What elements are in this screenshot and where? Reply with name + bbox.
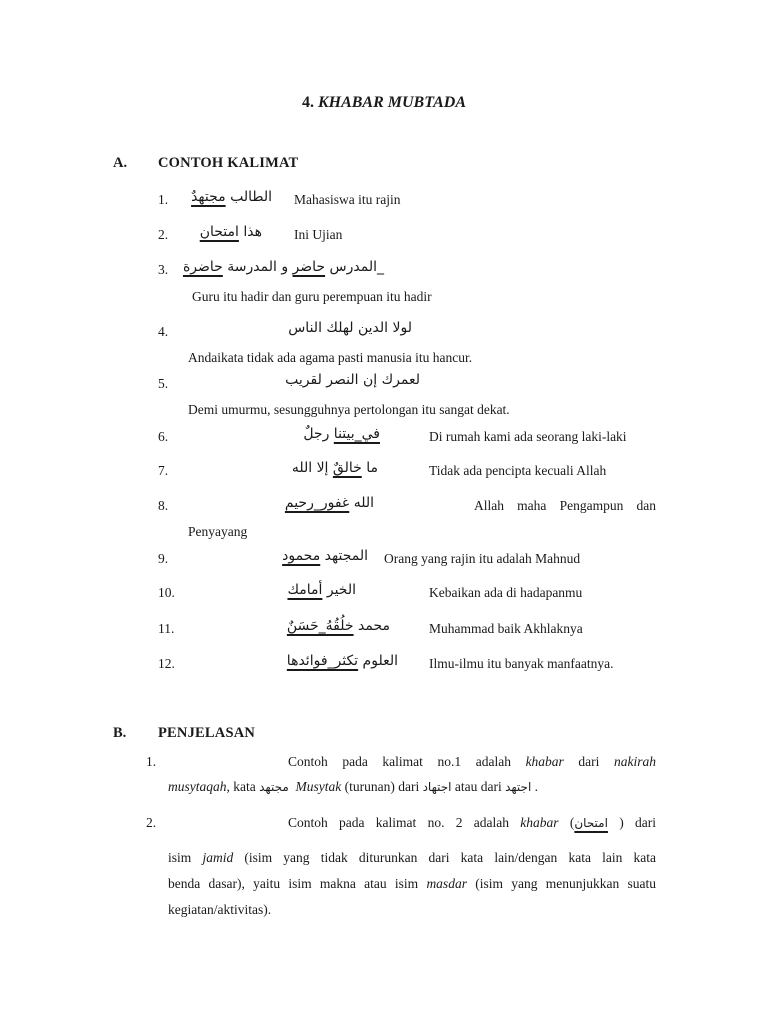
example-9-translation: Orang yang rajin itu adalah Mahnud <box>384 551 581 566</box>
khabar-underlined: أمامك <box>287 582 323 598</box>
term-jamid: jamid <box>202 850 234 865</box>
khabar-underlined: حاضر <box>292 259 326 275</box>
arabic-text: _المدرس <box>325 259 384 275</box>
arabic-text: رجلٌ <box>303 426 334 442</box>
arabic-text: هذا <box>238 224 262 240</box>
example-11-arabic <box>288 618 390 634</box>
example-10-arabic <box>288 582 356 598</box>
khabar-underlined: مجتهدٌ <box>191 189 226 205</box>
text: , kata <box>226 779 260 794</box>
arabic-text: المجتهد <box>320 548 368 564</box>
section-a-heading: CONTOH KALIMAT <box>158 155 299 171</box>
example-5-arabic: لعمرك إن النصر لقريب <box>285 372 420 388</box>
example-9-number: 9. <box>158 551 169 566</box>
explanation-2-line1 <box>288 815 656 831</box>
arabic-text: الطالب <box>225 189 272 205</box>
text: (turunan) dari <box>341 779 423 794</box>
example-7-arabic <box>286 460 378 476</box>
example-5-translation: Demi umurmu, sesungguhnya pertolongan itu sangat dekat. <box>188 402 510 417</box>
text: Contoh pada kalimat no. 2 adalah <box>288 815 521 830</box>
arabic-text: الخير <box>322 582 356 598</box>
example-4-number: 4. <box>158 324 169 339</box>
term-nakirah: nakirah <box>614 754 656 769</box>
example-5-number: 5. <box>158 376 169 391</box>
text: benda dasar), yaitu isim makna atau isim <box>168 876 427 891</box>
text: (isim yang tidak diturunkan dari kata lain/dengan kata lain kata <box>233 850 657 865</box>
arabic-text: محمد <box>353 618 390 634</box>
text: Contoh pada kalimat no.1 adalah <box>288 754 526 769</box>
example-3-arabic <box>182 259 384 275</box>
term-masdar: masdar <box>426 876 467 891</box>
example-8-translation-line1: Allah maha Pengampun dan <box>474 498 656 513</box>
example-8-translation-line2: Penyayang <box>188 524 248 539</box>
arabic-text: و المدرسة <box>222 259 293 275</box>
khabar-underlined: غفور_رحيم <box>284 495 350 511</box>
example-8-arabic <box>284 495 374 511</box>
example-2-number: 2. <box>158 227 169 242</box>
arabic-text: العلوم <box>358 653 398 669</box>
arabic-word: اجتهد <box>505 780 532 794</box>
text: . <box>531 779 539 794</box>
section-b-letter: B. <box>113 725 127 741</box>
example-1-translation: Mahasiswa itu rajin <box>294 192 401 207</box>
example-11-number: 11. <box>158 621 175 636</box>
explanation-2-number: 2. <box>146 815 157 830</box>
khabar-underlined: تكثر_فوائدها <box>286 653 359 669</box>
arabic-word: مجتهد <box>259 780 289 794</box>
example-4-arabic: لولا الدين لهلك الناس <box>288 320 412 336</box>
text: (isim yang menunjukkan suatu <box>466 876 656 891</box>
explanation-1-line2 <box>168 779 538 795</box>
example-8-number: 8. <box>158 498 169 513</box>
example-6-translation: Di rumah kami ada seorang laki-laki <box>429 429 627 444</box>
example-7-translation: Tidak ada pencipta kecuali Allah <box>429 463 607 478</box>
example-4-translation: Andaikata tidak ada agama pasti manusia itu hancur. <box>188 350 473 365</box>
text: ) dari <box>607 815 657 830</box>
example-1-number: 1. <box>158 192 169 207</box>
example-6-arabic <box>290 426 380 442</box>
example-10-number: 10. <box>158 585 175 600</box>
text: dari <box>563 754 614 769</box>
arabic-word-underlined: امتحان <box>574 816 608 830</box>
explanation-2-line2 <box>168 850 656 866</box>
section-b-heading: PENJELASAN <box>158 725 256 741</box>
arabic-text: إلا الله <box>291 460 333 476</box>
explanation-1-number: 1. <box>146 754 157 769</box>
example-7-number: 7. <box>158 463 169 478</box>
example-1-arabic <box>192 189 272 205</box>
text: atau dari <box>451 779 506 794</box>
text: isim <box>168 850 203 865</box>
khabar-underlined: امتحان <box>199 224 239 240</box>
arabic-word: اجتهاد <box>422 780 452 794</box>
example-9-arabic <box>282 548 368 564</box>
title-text: KHABAR MUBTADA <box>317 94 467 111</box>
example-12-arabic <box>286 653 398 669</box>
text: ( <box>558 815 575 830</box>
example-2-arabic <box>192 224 262 240</box>
khabar-underlined: محمود <box>282 548 321 564</box>
khabar-underlined: خلُقُهُ_حَسَنٌ <box>286 618 354 634</box>
khabar-underlined: في_بيتنا <box>333 426 380 442</box>
term-khabar: khabar <box>525 754 564 769</box>
explanation-1-line1 <box>288 754 656 770</box>
term-khabar: khabar <box>520 815 559 830</box>
example-10-translation: Kebaikan ada di hadapanmu <box>429 585 583 600</box>
arabic-text: الله <box>349 495 374 511</box>
example-12-translation: Ilmu-ilmu itu banyak manfaatnya. <box>429 656 614 671</box>
example-12-number: 12. <box>158 656 175 671</box>
arabic-text: ما <box>361 460 378 476</box>
khabar-underlined: خالقٌ <box>332 460 362 476</box>
explanation-2-line4: kegiatan/aktivitas). <box>168 902 272 917</box>
explanation-2-line3 <box>168 876 656 892</box>
example-11-translation: Muhammad baik Akhlaknya <box>429 621 583 636</box>
title-number: 4. <box>301 94 314 111</box>
term-musytaqah: musytaqah <box>168 779 227 794</box>
example-6-number: 6. <box>158 429 169 444</box>
example-3-number: 3. <box>158 262 169 277</box>
khabar-underlined: حاضرة <box>182 259 223 275</box>
section-a-letter: A. <box>113 155 128 171</box>
page-title <box>0 94 768 112</box>
example-2-translation: Ini Ujian <box>294 227 343 242</box>
term-musytak: Musytak <box>295 779 342 794</box>
example-3-translation: Guru itu hadir dan guru perempuan itu hadir <box>192 289 432 304</box>
